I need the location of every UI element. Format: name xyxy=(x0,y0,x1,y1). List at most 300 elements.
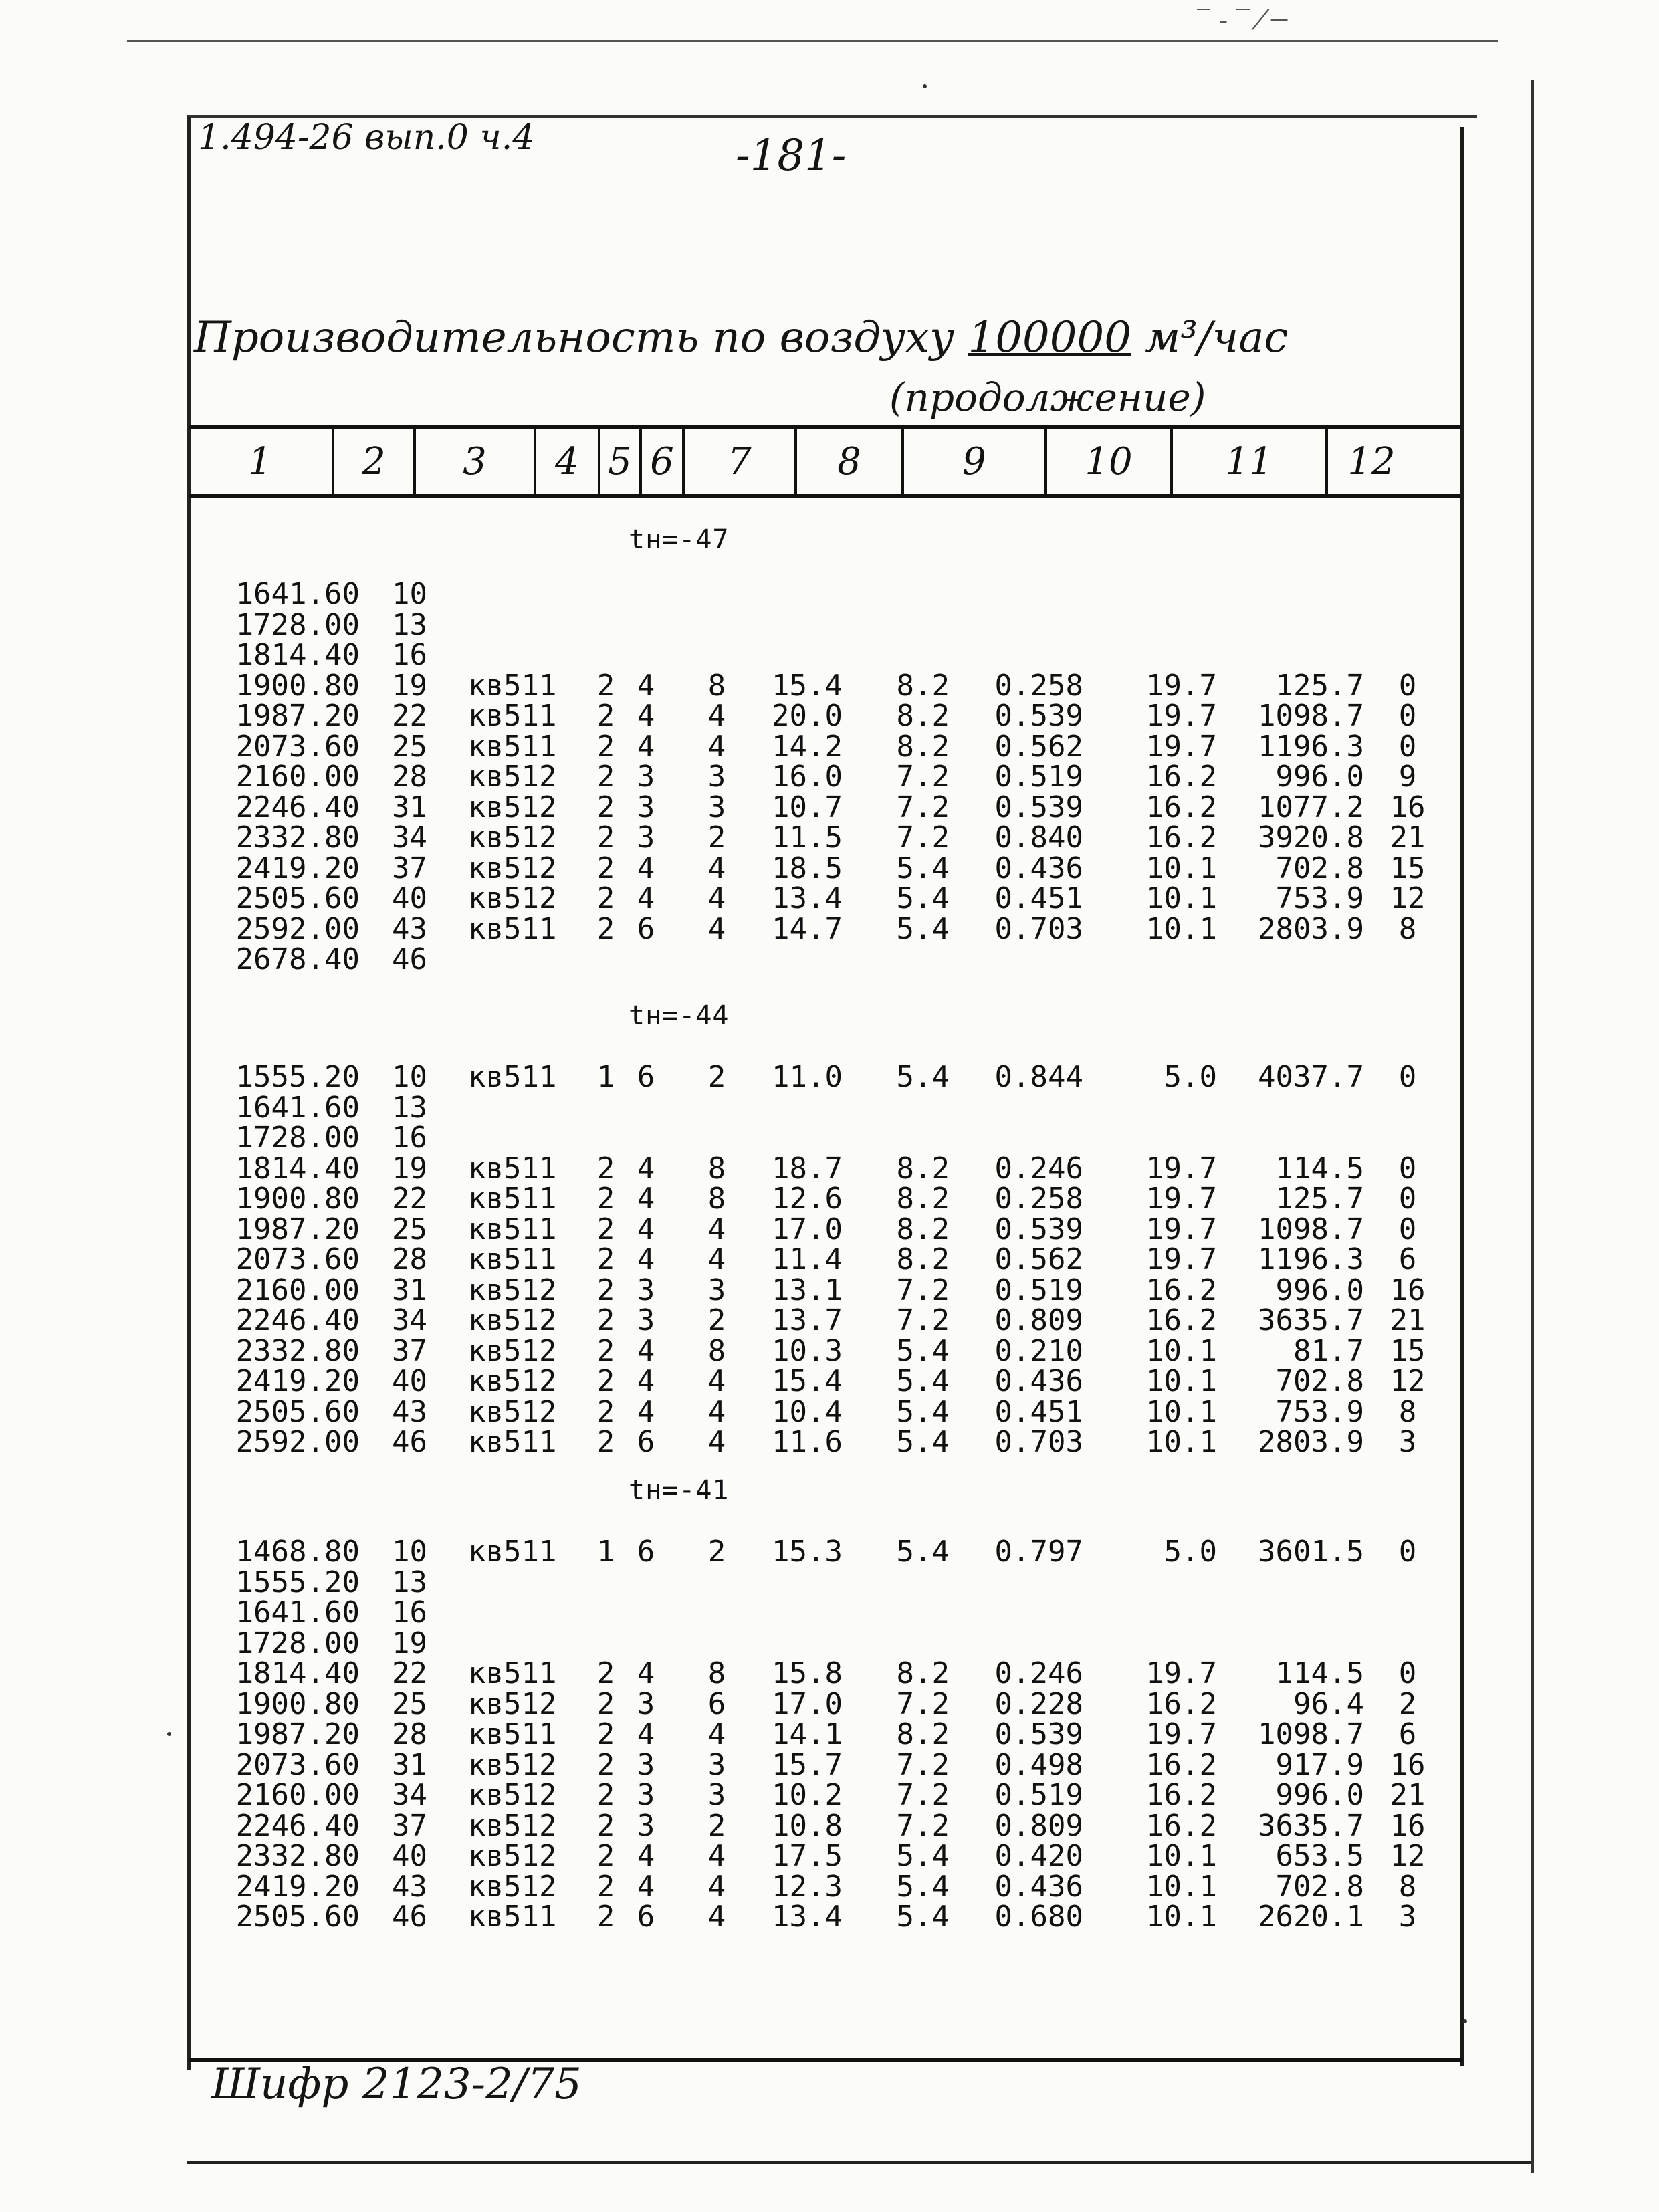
cell-col-3: кв512 xyxy=(468,1839,557,1873)
cell-col-9: 0.228 xyxy=(994,1686,1083,1721)
cell-col-2: 43 xyxy=(392,911,427,946)
cell-col-5: 4 xyxy=(637,1151,655,1186)
cell-col-9: 0.797 xyxy=(994,1535,1083,1569)
cell-col-1: 2592.00 xyxy=(235,1425,360,1459)
cell-col-11: 996.0 xyxy=(1275,1778,1364,1812)
document-reference: 1.494-26 вып.0 ч.4 xyxy=(198,118,535,158)
cell-col-3: кв512 xyxy=(468,1333,557,1368)
cell-col-11: 3920.8 xyxy=(1258,820,1364,855)
cell-col-6: 2 xyxy=(707,1535,726,1569)
cell-col-11: 653.5 xyxy=(1275,1839,1364,1873)
cell-col-6: 4 xyxy=(707,1212,726,1246)
cell-col-12: 0 xyxy=(1398,1151,1417,1186)
cell-col-7: 13.4 xyxy=(772,881,843,915)
cell-col-1: 2505.60 xyxy=(235,881,360,915)
cell-col-11: 753.9 xyxy=(1275,881,1364,915)
cell-col-12: 0 xyxy=(1398,1535,1417,1569)
cell-col-12: 16 xyxy=(1390,1273,1426,1307)
cell-col-3: кв512 xyxy=(468,1778,557,1812)
cell-col-8: 5.4 xyxy=(896,1839,950,1873)
cell-col-9: 0.562 xyxy=(994,1242,1083,1277)
cell-col-4: 2 xyxy=(596,1656,615,1690)
cell-col-8: 5.4 xyxy=(896,851,950,885)
cell-col-6: 4 xyxy=(707,911,726,946)
cell-col-8: 8.2 xyxy=(896,1656,950,1690)
cell-col-7: 15.7 xyxy=(772,1747,843,1782)
cell-col-3: кв511 xyxy=(468,1182,557,1216)
cell-col-10: 10.1 xyxy=(1146,1869,1217,1904)
cell-col-5: 3 xyxy=(637,760,655,794)
cell-col-1: 2332.80 xyxy=(235,1839,360,1873)
cell-col-11: 1196.3 xyxy=(1258,729,1364,764)
cell-col-2: 28 xyxy=(392,760,427,794)
cell-col-4: 2 xyxy=(596,1808,615,1843)
cell-col-4: 2 xyxy=(596,1333,615,1368)
cell-col-2: 46 xyxy=(392,1900,427,1934)
cell-col-4: 1 xyxy=(596,1535,615,1569)
cell-col-12: 0 xyxy=(1398,729,1417,764)
cell-col-9: 0.539 xyxy=(994,1717,1083,1751)
cell-col-7: 18.5 xyxy=(772,851,843,885)
cell-col-6: 8 xyxy=(707,1182,726,1216)
cell-col-5: 6 xyxy=(637,1425,655,1459)
cell-col-12: 21 xyxy=(1390,1778,1426,1812)
cell-col-1: 2246.40 xyxy=(235,1303,360,1337)
title-prefix: Производительность по воздуху xyxy=(194,313,955,362)
cell-col-7: 10.4 xyxy=(772,1394,843,1429)
cell-col-10: 5.0 xyxy=(1164,1535,1217,1569)
cell-col-10: 19.7 xyxy=(1146,1212,1217,1246)
cell-col-1: 1728.00 xyxy=(235,607,360,642)
cell-col-4: 2 xyxy=(596,911,615,946)
cell-col-6: 4 xyxy=(707,1394,726,1429)
cell-col-5: 4 xyxy=(637,668,655,703)
cell-col-11: 702.8 xyxy=(1275,851,1364,885)
cell-col-4: 2 xyxy=(596,1425,615,1459)
cell-col-3: кв511 xyxy=(468,911,557,946)
cell-col-1: 1987.20 xyxy=(235,1717,360,1751)
cell-col-11: 702.8 xyxy=(1275,1364,1364,1398)
cell-col-10: 16.2 xyxy=(1146,1686,1217,1721)
cell-col-1: 1555.20 xyxy=(235,1060,360,1094)
cell-col-8: 7.2 xyxy=(896,760,950,794)
cell-col-9: 0.539 xyxy=(994,1212,1083,1246)
header-col-5: 5 xyxy=(600,429,642,494)
cell-col-1: 1728.00 xyxy=(235,1626,360,1660)
cell-col-4: 2 xyxy=(596,729,615,764)
cell-col-1: 1814.40 xyxy=(235,638,360,672)
cell-col-3: кв512 xyxy=(468,1364,557,1398)
cell-col-2: 25 xyxy=(392,1686,427,1721)
cell-col-5: 3 xyxy=(637,1303,655,1337)
cell-col-9: 0.703 xyxy=(994,1425,1083,1459)
cell-col-1: 1641.60 xyxy=(235,1090,360,1125)
cell-col-10: 10.1 xyxy=(1146,1425,1217,1459)
cell-col-4: 2 xyxy=(596,1303,615,1337)
cell-col-8: 7.2 xyxy=(896,1778,950,1812)
cell-col-5: 3 xyxy=(637,1808,655,1843)
cipher-code: Шифр 2123-2/75 xyxy=(211,2060,582,2109)
cell-col-1: 2160.00 xyxy=(235,1778,360,1812)
cell-col-5: 6 xyxy=(637,911,655,946)
cell-col-5: 3 xyxy=(637,1273,655,1307)
cell-col-5: 4 xyxy=(637,1869,655,1904)
cell-col-11: 114.5 xyxy=(1275,1656,1364,1690)
cell-col-6: 3 xyxy=(707,1747,726,1782)
cell-col-11: 1098.7 xyxy=(1258,1717,1364,1751)
cell-col-6: 3 xyxy=(707,1778,726,1812)
cell-col-6: 4 xyxy=(707,729,726,764)
cell-col-5: 4 xyxy=(637,1182,655,1216)
cell-col-8: 8.2 xyxy=(896,1182,950,1216)
cell-col-7: 10.8 xyxy=(772,1808,843,1843)
cell-col-6: 2 xyxy=(707,1808,726,1843)
cell-col-11: 3635.7 xyxy=(1258,1303,1364,1337)
cell-col-4: 2 xyxy=(596,1212,615,1246)
cell-col-5: 6 xyxy=(637,1535,655,1569)
cell-col-8: 5.4 xyxy=(896,1425,950,1459)
cell-col-9: 0.436 xyxy=(994,1869,1083,1904)
cell-col-6: 3 xyxy=(707,760,726,794)
cell-col-7: 11.6 xyxy=(772,1425,843,1459)
speck xyxy=(923,84,927,88)
cell-col-1: 2332.80 xyxy=(235,1333,360,1368)
cell-col-6: 4 xyxy=(707,1242,726,1277)
cell-col-8: 5.4 xyxy=(896,1900,950,1934)
cell-col-2: 31 xyxy=(392,1747,427,1782)
cell-col-1: 1468.80 xyxy=(235,1535,360,1569)
cell-col-7: 11.5 xyxy=(772,820,843,855)
cell-col-5: 4 xyxy=(637,1717,655,1751)
cell-col-7: 20.0 xyxy=(772,699,843,733)
cell-col-8: 8.2 xyxy=(896,699,950,733)
cell-col-1: 2678.40 xyxy=(235,942,360,976)
cell-col-8: 5.4 xyxy=(896,911,950,946)
cell-col-7: 10.2 xyxy=(772,1778,843,1812)
cell-col-1: 1814.40 xyxy=(235,1656,360,1690)
cell-col-7: 16.0 xyxy=(772,760,843,794)
cell-col-10: 10.1 xyxy=(1146,1364,1217,1398)
cell-col-9: 0.519 xyxy=(994,1778,1083,1812)
cell-col-6: 4 xyxy=(707,1364,726,1398)
cell-col-8: 8.2 xyxy=(896,1151,950,1186)
cell-col-7: 17.0 xyxy=(772,1686,843,1721)
cell-col-4: 2 xyxy=(596,668,615,703)
cell-col-1: 1987.20 xyxy=(235,1212,360,1246)
cell-col-2: 16 xyxy=(392,1595,427,1630)
cell-col-11: 125.7 xyxy=(1275,668,1364,703)
header-col-9: 9 xyxy=(904,429,1047,494)
cell-col-8: 8.2 xyxy=(896,668,950,703)
cell-col-3: кв511 xyxy=(468,729,557,764)
cell-col-9: 0.703 xyxy=(994,911,1083,946)
cell-col-9: 0.258 xyxy=(994,1182,1083,1216)
header-col-8: 8 xyxy=(797,429,904,494)
cell-col-10: 16.2 xyxy=(1146,1273,1217,1307)
cell-col-7: 13.4 xyxy=(772,1900,843,1934)
cell-col-9: 0.539 xyxy=(994,790,1083,824)
cell-col-9: 0.539 xyxy=(994,699,1083,733)
cell-col-12: 16 xyxy=(1390,1808,1426,1843)
cell-col-2: 19 xyxy=(392,1626,427,1660)
cell-col-2: 13 xyxy=(392,607,427,642)
cell-col-6: 3 xyxy=(707,790,726,824)
cell-col-2: 31 xyxy=(392,790,427,824)
cell-col-10: 10.1 xyxy=(1146,1839,1217,1873)
cell-col-3: кв511 xyxy=(468,668,557,703)
cell-col-1: 2419.20 xyxy=(235,1364,360,1398)
cell-col-5: 6 xyxy=(637,1060,655,1094)
cell-col-2: 34 xyxy=(392,820,427,855)
header-col-10: 10 xyxy=(1047,429,1173,494)
title-value: 100000 xyxy=(968,313,1131,362)
cell-col-10: 19.7 xyxy=(1146,668,1217,703)
cell-col-10: 10.1 xyxy=(1146,1394,1217,1429)
cell-col-11: 1077.2 xyxy=(1258,790,1364,824)
cell-col-4: 2 xyxy=(596,760,615,794)
cell-col-2: 37 xyxy=(392,851,427,885)
cell-col-10: 19.7 xyxy=(1146,1717,1217,1751)
cell-col-6: 4 xyxy=(707,851,726,885)
cell-col-10: 10.1 xyxy=(1146,1333,1217,1368)
cell-col-12: 9 xyxy=(1398,760,1417,794)
cell-col-5: 4 xyxy=(637,851,655,885)
cell-col-9: 0.844 xyxy=(994,1060,1083,1094)
cell-col-5: 4 xyxy=(637,1656,655,1690)
table-header xyxy=(189,425,1460,498)
cell-col-9: 0.519 xyxy=(994,760,1083,794)
cell-col-3: кв511 xyxy=(468,1151,557,1186)
stray-mark: ‾ ‐ ‾ ⁄ ─ xyxy=(1197,5,1288,36)
cell-col-2: 28 xyxy=(392,1242,427,1277)
cell-col-11: 2803.9 xyxy=(1258,1425,1364,1459)
cell-col-3: кв512 xyxy=(468,851,557,885)
page-number: -181- xyxy=(736,131,847,181)
cell-col-6: 6 xyxy=(707,1686,726,1721)
cell-col-8: 5.4 xyxy=(896,1394,950,1429)
cell-col-4: 2 xyxy=(596,1273,615,1307)
cell-col-10: 16.2 xyxy=(1146,1747,1217,1782)
cell-col-7: 12.3 xyxy=(772,1869,843,1904)
cell-col-12: 0 xyxy=(1398,1212,1417,1246)
cell-col-1: 1900.80 xyxy=(235,1686,360,1721)
cell-col-10: 19.7 xyxy=(1146,1242,1217,1277)
cell-col-11: 3601.5 xyxy=(1258,1535,1364,1569)
cell-col-5: 6 xyxy=(637,1900,655,1934)
cell-col-2: 25 xyxy=(392,729,427,764)
cell-col-9: 0.246 xyxy=(994,1151,1083,1186)
cell-col-12: 15 xyxy=(1390,1333,1426,1368)
cell-col-2: 34 xyxy=(392,1778,427,1812)
cell-col-10: 16.2 xyxy=(1146,790,1217,824)
cell-col-12: 15 xyxy=(1390,851,1426,885)
cell-col-10: 10.1 xyxy=(1146,1900,1217,1934)
section-label-41: tн=-41 xyxy=(629,1475,730,1506)
bottom-rule xyxy=(187,2161,1531,2164)
speck xyxy=(1463,2019,1467,2023)
cell-col-5: 4 xyxy=(637,699,655,733)
cell-col-3: кв511 xyxy=(468,1060,557,1094)
subtitle: (продолжение) xyxy=(889,374,1206,420)
cell-col-10: 16.2 xyxy=(1146,760,1217,794)
cell-col-10: 19.7 xyxy=(1146,1182,1217,1216)
cell-col-4: 2 xyxy=(596,699,615,733)
cell-col-3: кв511 xyxy=(468,699,557,733)
cell-col-11: 996.0 xyxy=(1275,1273,1364,1307)
cell-col-1: 2073.60 xyxy=(235,1242,360,1277)
cell-col-1: 2160.00 xyxy=(235,1273,360,1307)
cell-col-2: 37 xyxy=(392,1808,427,1843)
cell-col-8: 8.2 xyxy=(896,1242,950,1277)
cell-col-2: 10 xyxy=(392,1535,427,1569)
cell-col-11: 2620.1 xyxy=(1258,1900,1364,1934)
cell-col-12: 16 xyxy=(1390,1747,1426,1782)
cell-col-4: 2 xyxy=(596,1394,615,1429)
cell-col-1: 2505.60 xyxy=(235,1394,360,1429)
cell-col-6: 8 xyxy=(707,1151,726,1186)
cell-col-2: 40 xyxy=(392,1839,427,1873)
header-col-4: 4 xyxy=(536,429,600,494)
cell-col-3: кв511 xyxy=(468,1717,557,1751)
cell-col-4: 2 xyxy=(596,790,615,824)
cell-col-8: 7.2 xyxy=(896,1273,950,1307)
cell-col-2: 13 xyxy=(392,1090,427,1125)
cell-col-1: 1728.00 xyxy=(235,1121,360,1155)
cell-col-2: 22 xyxy=(392,1656,427,1690)
cell-col-4: 2 xyxy=(596,881,615,915)
cell-col-9: 0.436 xyxy=(994,1364,1083,1398)
cell-col-1: 2160.00 xyxy=(235,760,360,794)
cell-col-5: 3 xyxy=(637,1778,655,1812)
header-col-11: 11 xyxy=(1173,429,1328,494)
cell-col-7: 17.5 xyxy=(772,1839,843,1873)
cell-col-10: 5.0 xyxy=(1164,1060,1217,1094)
cell-col-10: 16.2 xyxy=(1146,820,1217,855)
cell-col-6: 4 xyxy=(707,1839,726,1873)
cell-col-9: 0.420 xyxy=(994,1839,1083,1873)
header-col-3: 3 xyxy=(416,429,536,494)
frame-right-rule xyxy=(1460,127,1464,2066)
cell-col-8: 8.2 xyxy=(896,1717,950,1751)
cell-col-3: кв512 xyxy=(468,1273,557,1307)
cell-col-10: 16.2 xyxy=(1146,1808,1217,1843)
cell-col-2: 22 xyxy=(392,1182,427,1216)
cell-col-12: 0 xyxy=(1398,668,1417,703)
cell-col-7: 11.4 xyxy=(772,1242,843,1277)
cell-col-10: 16.2 xyxy=(1146,1778,1217,1812)
cell-col-7: 18.7 xyxy=(772,1151,843,1186)
outer-right-rule xyxy=(1531,80,1534,2173)
cell-col-12: 16 xyxy=(1390,790,1426,824)
cell-col-8: 7.2 xyxy=(896,1808,950,1843)
cell-col-10: 19.7 xyxy=(1146,729,1217,764)
cell-col-4: 2 xyxy=(596,1717,615,1751)
cell-col-12: 8 xyxy=(1398,911,1417,946)
cell-col-2: 25 xyxy=(392,1212,427,1246)
cell-col-6: 8 xyxy=(707,668,726,703)
cell-col-1: 2246.40 xyxy=(235,1808,360,1843)
header-col-6: 6 xyxy=(642,429,685,494)
cell-col-11: 1098.7 xyxy=(1258,1212,1364,1246)
cell-col-12: 21 xyxy=(1390,1303,1426,1337)
cell-col-12: 0 xyxy=(1398,699,1417,733)
cell-col-2: 16 xyxy=(392,638,427,672)
speck xyxy=(167,1732,171,1736)
cell-col-9: 0.809 xyxy=(994,1303,1083,1337)
cell-col-1: 2419.20 xyxy=(235,851,360,885)
cell-col-6: 4 xyxy=(707,1900,726,1934)
cell-col-6: 3 xyxy=(707,1273,726,1307)
cell-col-7: 14.7 xyxy=(772,911,843,946)
cell-col-11: 114.5 xyxy=(1275,1151,1364,1186)
cell-col-7: 17.0 xyxy=(772,1212,843,1246)
cell-col-8: 7.2 xyxy=(896,1747,950,1782)
page-title xyxy=(194,313,1288,362)
cell-col-12: 12 xyxy=(1390,1364,1426,1398)
cell-col-11: 4037.7 xyxy=(1258,1060,1364,1094)
cell-col-5: 4 xyxy=(637,881,655,915)
cell-col-9: 0.436 xyxy=(994,851,1083,885)
cell-col-2: 22 xyxy=(392,699,427,733)
cell-col-1: 1555.20 xyxy=(235,1565,360,1599)
cell-col-12: 2 xyxy=(1398,1686,1417,1721)
cell-col-12: 12 xyxy=(1390,1839,1426,1873)
cell-col-12: 3 xyxy=(1398,1425,1417,1459)
cell-col-2: 10 xyxy=(392,1060,427,1094)
cell-col-2: 34 xyxy=(392,1303,427,1337)
cell-col-2: 46 xyxy=(392,942,427,976)
cell-col-2: 13 xyxy=(392,1565,427,1599)
cell-col-3: кв512 xyxy=(468,790,557,824)
cell-col-3: кв511 xyxy=(468,1656,557,1690)
cell-col-6: 4 xyxy=(707,699,726,733)
cell-col-5: 4 xyxy=(637,1364,655,1398)
cell-col-5: 3 xyxy=(637,1686,655,1721)
cell-col-5: 3 xyxy=(637,1747,655,1782)
cell-col-7: 15.4 xyxy=(772,1364,843,1398)
cell-col-11: 702.8 xyxy=(1275,1869,1364,1904)
cell-col-5: 4 xyxy=(637,1212,655,1246)
cell-col-11: 1196.3 xyxy=(1258,1242,1364,1277)
cell-col-7: 14.2 xyxy=(772,729,843,764)
cell-col-12: 0 xyxy=(1398,1182,1417,1216)
cell-col-3: кв511 xyxy=(468,1535,557,1569)
cell-col-9: 0.840 xyxy=(994,820,1083,855)
top-rule xyxy=(127,40,1498,42)
cell-col-3: кв511 xyxy=(468,1212,557,1246)
cell-col-7: 15.8 xyxy=(772,1656,843,1690)
cell-col-12: 6 xyxy=(1398,1717,1417,1751)
cell-col-5: 4 xyxy=(637,729,655,764)
cell-col-9: 0.451 xyxy=(994,1394,1083,1429)
cell-col-4: 2 xyxy=(596,1686,615,1721)
cell-col-2: 46 xyxy=(392,1425,427,1459)
cell-col-3: кв512 xyxy=(468,760,557,794)
cell-col-7: 14.1 xyxy=(772,1717,843,1751)
cell-col-4: 2 xyxy=(596,1839,615,1873)
cell-col-8: 7.2 xyxy=(896,1303,950,1337)
cell-col-2: 31 xyxy=(392,1273,427,1307)
cell-col-1: 2332.80 xyxy=(235,820,360,855)
cell-col-2: 40 xyxy=(392,881,427,915)
header-col-1: 1 xyxy=(189,429,334,494)
cell-col-4: 1 xyxy=(596,1060,615,1094)
cell-col-2: 37 xyxy=(392,1333,427,1368)
cell-col-12: 0 xyxy=(1398,1060,1417,1094)
cell-col-10: 10.1 xyxy=(1146,911,1217,946)
cell-col-5: 4 xyxy=(637,1333,655,1368)
cell-col-1: 2246.40 xyxy=(235,790,360,824)
